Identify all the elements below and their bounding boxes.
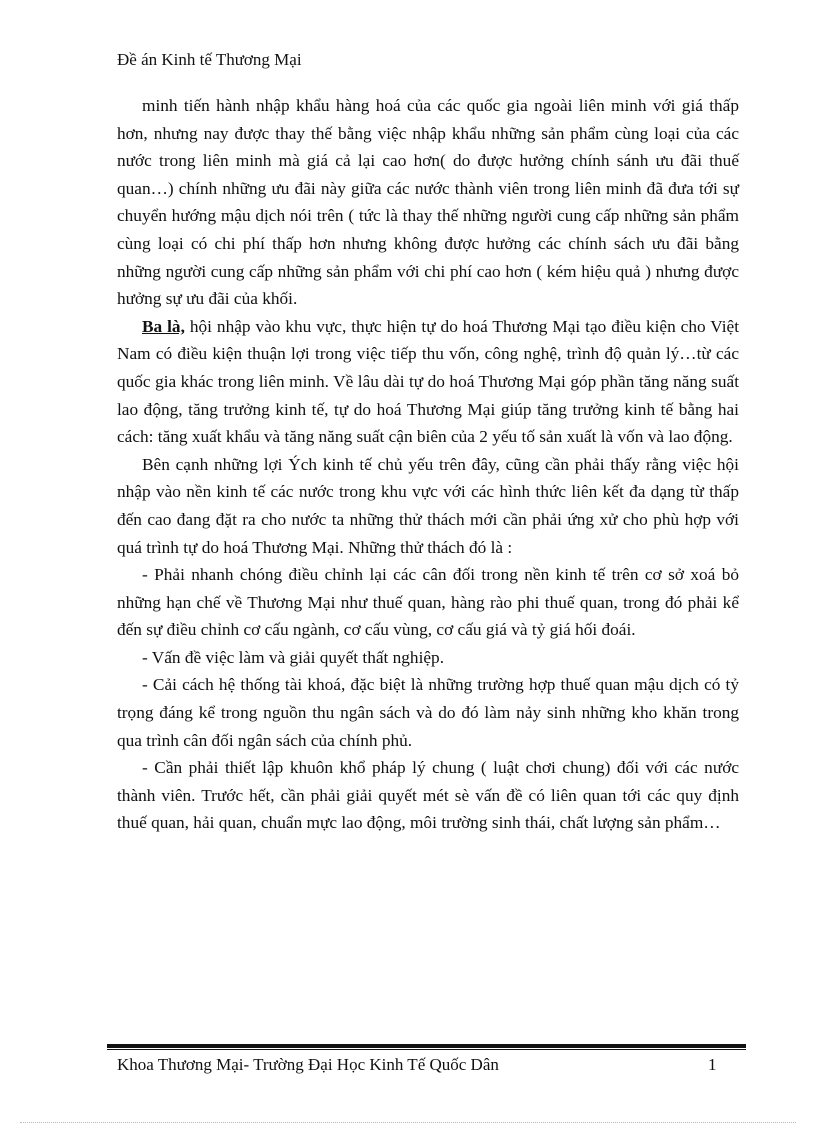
page-footer: Khoa Thương Mại- Trường Đại Học Kinh Tế Quốc Dân (117, 1055, 499, 1074)
paragraph-3: Bên cạnh những lợi Ých kinh tế chủ yếu trên đây, cũng cần phải thấy rằng việc hội nhập vào nền kinh tế các nước trong khu vực với các hình thức liên kết đa dạng từ thấp đến cao đang đặt ra cho nước ta những thử thách mới cần phải ứng xử cho phù hợp với quá trình tự do hoá Thương Mại. Những thử thách đó là : (117, 454, 739, 557)
paragraph-2-text: hội nhập vào khu vực, thực hiện tự do hoá Thương Mại tạo điều kiện cho Việt Nam có điều kiện thuận lợi trong việc tiếp thu vốn, công nghệ, trình độ quản lý…từ các quốc gia khác trong liên minh. Về lâu dài tự do hoá Thương Mại góp phần tăng năng suất lao động, tăng trưởng kinh tế, tự do hoá Thương Mại giúp tăng trưởng kinh tế bằng hai cách: tăng xuất khẩu và tăng năng suất cận biên của 2 yếu tố sản xuất là vốn và lao động. (117, 316, 740, 447)
page-number: 1 (708, 1055, 717, 1074)
paragraph-1: minh tiến hành nhập khẩu hàng hoá của các quốc gia ngoài liên minh với giá thấp hơn, nhưng nay được thay thế bằng việc nhập khẩu những sản phẩm cùng loại của các nước trong liên minh mà giá cả lại cao hơn( do được hưởng chính sánh ưu đãi thuế quan…) chính những ưu đãi này giữa các nước thành viên trong liên minh đã đưa tới sự chuyển hướng mậu dịch nói trên ( tức là thay thế những người cung cấp những sản phẩm cùng loại có chi phí thấp hơn nhưng không được hưởng các chính sách ưu đãi bằng những người cung cấp những sản phẩm với chi phí cao hơn ( kém hiệu quả ) nhưng được hưởng sự ưu đãi của khối. (117, 96, 739, 309)
list-item: - Cải cách hệ thống tài khoá, đặc biệt là những trường hợp thuế quan mậu dịch có tỷ trọng đáng kể trong nguồn thu ngân sách và do đó làm nảy sinh những kho khăn trong qua trình cân đối ngân sách của chính phủ. (117, 675, 739, 750)
list-item: - Vấn đề việc làm và giải quyết thất nghiệp. (142, 647, 445, 667)
paragraph-lead: Ba là, (142, 316, 185, 336)
paragraph-2 (117, 313, 739, 451)
document-body (117, 92, 739, 837)
list-item: - Cần phải thiết lập khuôn khổ pháp lý chung ( luật chơi chung) đối với các nước thành viên. Trước hết, cần phải giải quyết mét sè vấn đề có liên quan tới các quy định thuế quan, hải quan, chuẩn mực lao động, môi trường sinh thái, chất lượng sản phẩm… (117, 758, 739, 833)
footer-divider (107, 1044, 746, 1050)
page-header: Đề án Kinh tế Thương Mại (117, 50, 302, 69)
list-item: - Phải nhanh chóng điều chỉnh lại các cân đối trong nền kinh tế trên cơ sở xoá bỏ những hạn chế về Thương Mại như thuế quan, hàng rào phi thuế quan, trong đó phải kể đến sự điều chỉnh cơ cấu ngành, cơ cấu vùng, cơ cấu giá và tỷ giá hối đoái. (117, 565, 739, 640)
